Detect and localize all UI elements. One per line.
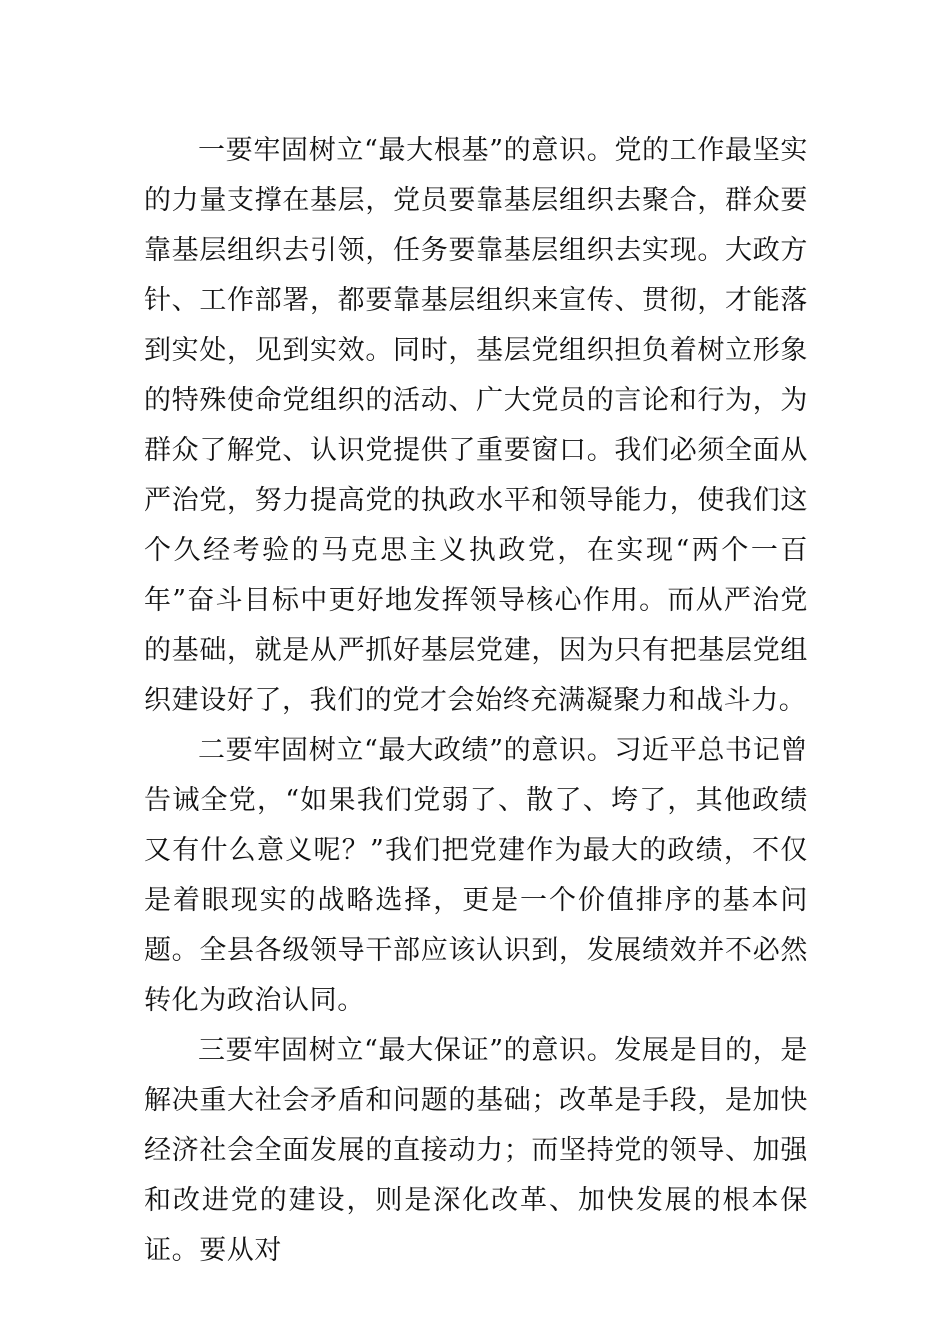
- paragraph-3: 三要牢固树立“最大保证”的意识。发展是目的，是解决重大社会矛盾和问题的基础；改革是手段，是加快经济社会全面发展的直接动力；而坚持党的领导、加强和改进党的建设，则是深化改革、加快发展的根本保证。要从对: [144, 1035, 808, 1266]
- document-body: [144, 126, 808, 1276]
- paragraph-2: 二要牢固树立“最大政绩”的意识。习近平总书记曾告诫全党，“如果我们党弱了、散了、垮了，其他政绩又有什么意义呢？”我们把党建作为最大的政绩，不仅是着眼现实的战略选择，更是一个价值排序的基本问题。全县各级领导干部应该认识到，发展绩效并不必然转化为政治认同。: [144, 735, 808, 1016]
- paragraph-1: 一要牢固树立“最大根基”的意识。党的工作最坚实的力量支撑在基层，党员要靠基层组织去聚合，群众要靠基层组织去引领，任务要靠基层组织去实现。大政方针、工作部署，都要靠基层组织来宣传、贯彻，才能落到实处，见到实效。同时，基层党组织担负着树立形象的特殊使命党组织的活动、广大党员的言论和行为，为群众了解党、认识党提供了重要窗口。我们必须全面从严治党，努力提高党的执政水平和领导能力，使我们这个久经考验的马克思主义执政党，在实现“两个一百年”奋斗目标中更好地发挥领导核心作用。而从严治党的基础，就是从严抓好基层党建，因为只有把基层党组织建设好了，我们的党才会始终充满凝聚力和战斗力。: [144, 135, 808, 716]
